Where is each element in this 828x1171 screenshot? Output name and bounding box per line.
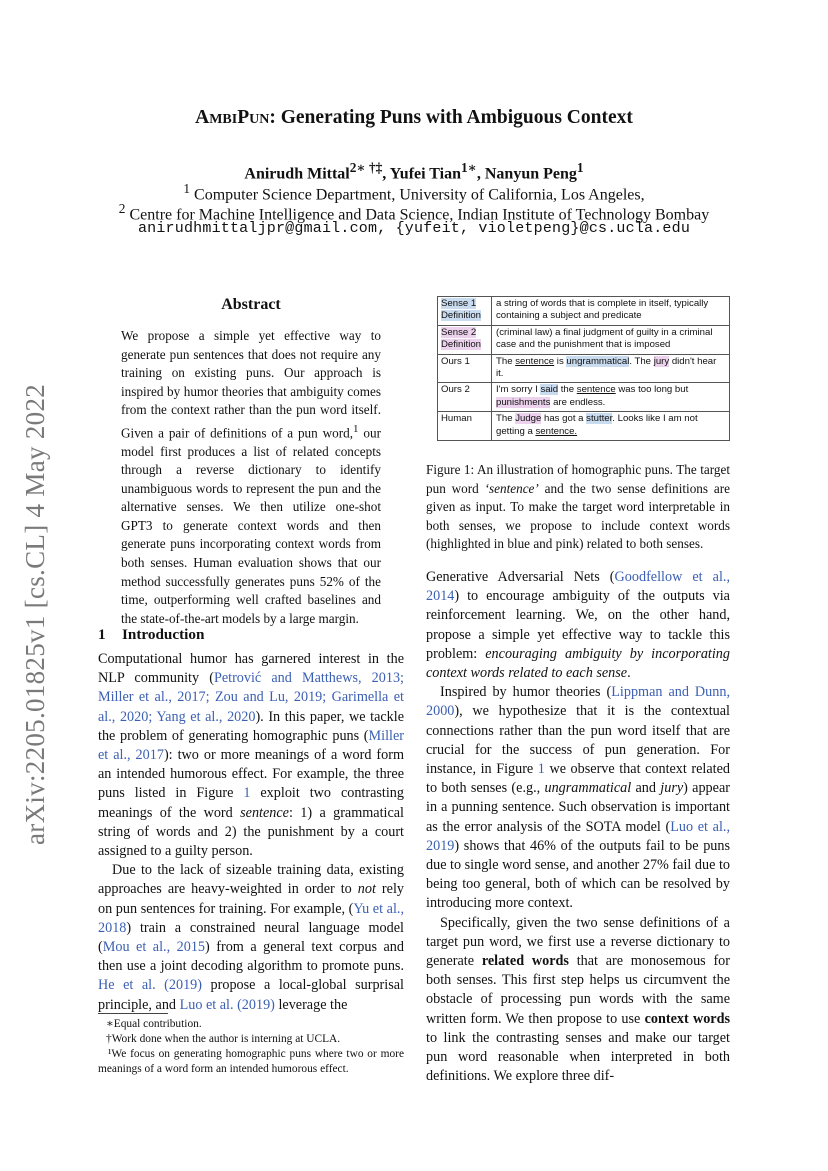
figure-1-caption: Figure 1: An illustration of homographic puns. The target pun word ‘sentence’ and the two sense definitions are given as input. To make the target word interpretable in both senses, we propose to include context words (highlighted in blue and pink) related to both senses. [426, 462, 730, 552]
paragraph: Inspired by humor theories (Lippman and Dunn, 2000), we hypothesize that it is the contextual connections rather than the pun word itself that are crucial for the success of pun generation. For instance, in Figure 1 we observe that context related to both senses (e.g., ungrammatical and jury) appear in a punning sentence. Such observation is important as the error analysis of the SOTA model (Luo et al., 2019) shows that 46% of the outputs fail to be puns due to single word sense, and another 27% fail due to being too general, both of which can be resolved by introducing more context. [426, 684, 730, 912]
citation-link[interactable]: Luo et al., 2019 [426, 818, 730, 854]
citation-link[interactable]: He et al. (2019) [98, 977, 202, 994]
row-label: Ours 2 [438, 383, 492, 412]
abstract-heading: Abstract [221, 296, 281, 313]
affil-mark: 1 [183, 181, 191, 196]
citation-link[interactable]: Lippman and Dunn, 2000 [426, 684, 730, 720]
footnote: ¹We focus on generating homographic puns where two or more meanings of a word form an intended humorous effect. [98, 1048, 404, 1075]
table-row [438, 297, 730, 326]
footnote: ∗Equal contribution. [106, 1018, 202, 1030]
footnote: †Work done when the author is interning at UCLA. [106, 1033, 341, 1045]
row-text: The Judge has got a stutter. Looks like I am not getting a sentence. [492, 412, 730, 441]
right-column-body [426, 568, 730, 1086]
row-label: Sense 2 Definition [438, 325, 492, 354]
author-affil-mark: 2∗ †‡ [349, 160, 383, 175]
author-list: Anirudh Mittal$^{2∗ \dagger\ddagger}$, Yufei Tian$^{1∗}$, Nanyun Peng$^1$ [244, 160, 584, 183]
row-text: The sentence is ungrammatical. The jury didn't hear it. [492, 354, 730, 383]
section-number: 1 [98, 626, 106, 643]
row-text: (criminal law) a final judgment of guilty in a criminal case and the punishment that is imposed [492, 325, 730, 354]
affil-mark: 2 [118, 201, 126, 216]
left-column-body [98, 650, 404, 1015]
footnote-mark[interactable]: 1 [353, 422, 359, 435]
citation-link[interactable]: Goodfellow et al., 2014 [426, 569, 731, 605]
affil-text: Computer Science Department, University of California, Los Angeles, [194, 186, 645, 204]
author-name: Anirudh Mittal [244, 165, 350, 183]
citation-link[interactable]: Yu et al., 2018 [98, 900, 404, 936]
paragraph: Specifically, given the two sense definitions of a target pun word, we first use a reverse dictionary to generate related words that are monosemous for both senses. This first step helps us circumvent the obstacle of processing pun words with the same written form. We then propose to use context words to link the contrasting senses and make our target pun word reasonable when interpreted in both definitions. We explore three dif- [426, 914, 731, 1085]
title-system-name: AmbiPun [195, 107, 270, 128]
citation-link[interactable]: Luo et al. (2019) [179, 996, 275, 1013]
row-text: I'm sorry I said the sentence was too long but punishments are endless. [492, 383, 730, 412]
table-row [438, 325, 730, 354]
author-name: Yufei Tian [389, 165, 461, 183]
paragraph: Computational humor has garnered interest in the NLP community (Petrović and Matthews, 2013; Miller et al., 2017; Zou and Lu, 2019; Garimella et al., 2020; Yang et al., 2020). In this paper, we tackle the problem of generating homographic puns (Miller et al., 2017): two or more meanings of a word form an intended humorous effect. For example, the three puns listed in Figure 1 exploit two contrasting meanings of the word sentence: 1) a grammatical string of words and 2) the punishment by a court assigned to a guilty person. [98, 651, 405, 860]
row-label: Human [438, 412, 492, 441]
footnote-divider [98, 1013, 168, 1014]
abstract-body [121, 327, 381, 628]
paragraph: Due to the lack of sizeable training data, existing approaches are heavy-weighted in order to not rely on pun sentences for training. For example, (Yu et al., 2018) train a constrained neural language model (Mou et al., 2015) from a general text corpus and then use a joint decoding algorithm to promote puns. He et al. (2019) propose a local-global surprisal principle, and Luo et al. (2019) leverage the [98, 862, 404, 1013]
citation-link[interactable]: Petrović and Matthews, 2013; Miller et al., 2017; Zou and Lu, 2019; Garimella et al., 2020; Yang et al., 2020 [98, 670, 404, 725]
author-affil-mark: 1 [576, 160, 584, 175]
table-row [438, 383, 730, 412]
section-heading [98, 626, 204, 644]
citation-link[interactable]: Miller et al., 2017 [98, 727, 404, 764]
author-name: Nanyun Peng [484, 165, 577, 183]
section-title: Introduction [122, 626, 205, 643]
paragraph: Generative Adversarial Nets (Goodfellow et al., 2014) to encourage ambiguity of the outputs via reinforcement learning. We, on the other hand, propose a simple yet effective way to tackle this problem: encouraging ambiguity by incorporating context words related to each sense. [426, 569, 731, 682]
title-rest: : Generating Puns with Ambiguous Context [269, 107, 633, 128]
figure-ref-link[interactable]: 1 [243, 785, 251, 802]
figure-1-table [437, 296, 730, 441]
figure-ref-link[interactable]: 1 [537, 761, 545, 778]
paper-title [0, 107, 828, 129]
abstract-text: our model first produces a list of related concepts through a reverse dictionary to identify unambiguous words to represent the pun and the alternative senses. We then utilize one-shot GPT3 to generate context words and then generate puns incorporating context words from both senses. Human evaluation shows that our method successfully generates puns 52% of the time, outperforming well crafted baselines and the state-of-the-art models by a large margin. [121, 425, 381, 626]
row-label: Sense 1 Definition [438, 297, 492, 326]
table-row [438, 412, 730, 441]
footnotes [98, 1017, 404, 1077]
author-affil-mark: 1∗ [461, 160, 477, 175]
affil-text: Centre for Machine Intelligence and Data Science, Indian Institute of Technology Bombay [129, 206, 710, 224]
row-label: Ours 1 [438, 354, 492, 383]
citation-link[interactable]: Mou et al., 2015 [102, 939, 206, 956]
author-emails: anirudhmittaljpr@gmail.com, {yufeit, violetpeng}@cs.ucla.edu [137, 220, 691, 237]
arxiv-identifier: arXiv:2205.01825v1 [cs.CL] 4 May 2022 [20, 383, 50, 845]
table-row [438, 354, 730, 383]
row-text: a string of words that is complete in itself, typically containing a subject and predicate [492, 297, 730, 326]
abstract-text: We propose a simple yet effective way to generate pun sentences that does not require any training on existing puns. Our approach is inspired by humor theories that ambiguity comes from the context rather than the pun word itself. Given a pair of definitions of a pun word, [121, 328, 381, 441]
